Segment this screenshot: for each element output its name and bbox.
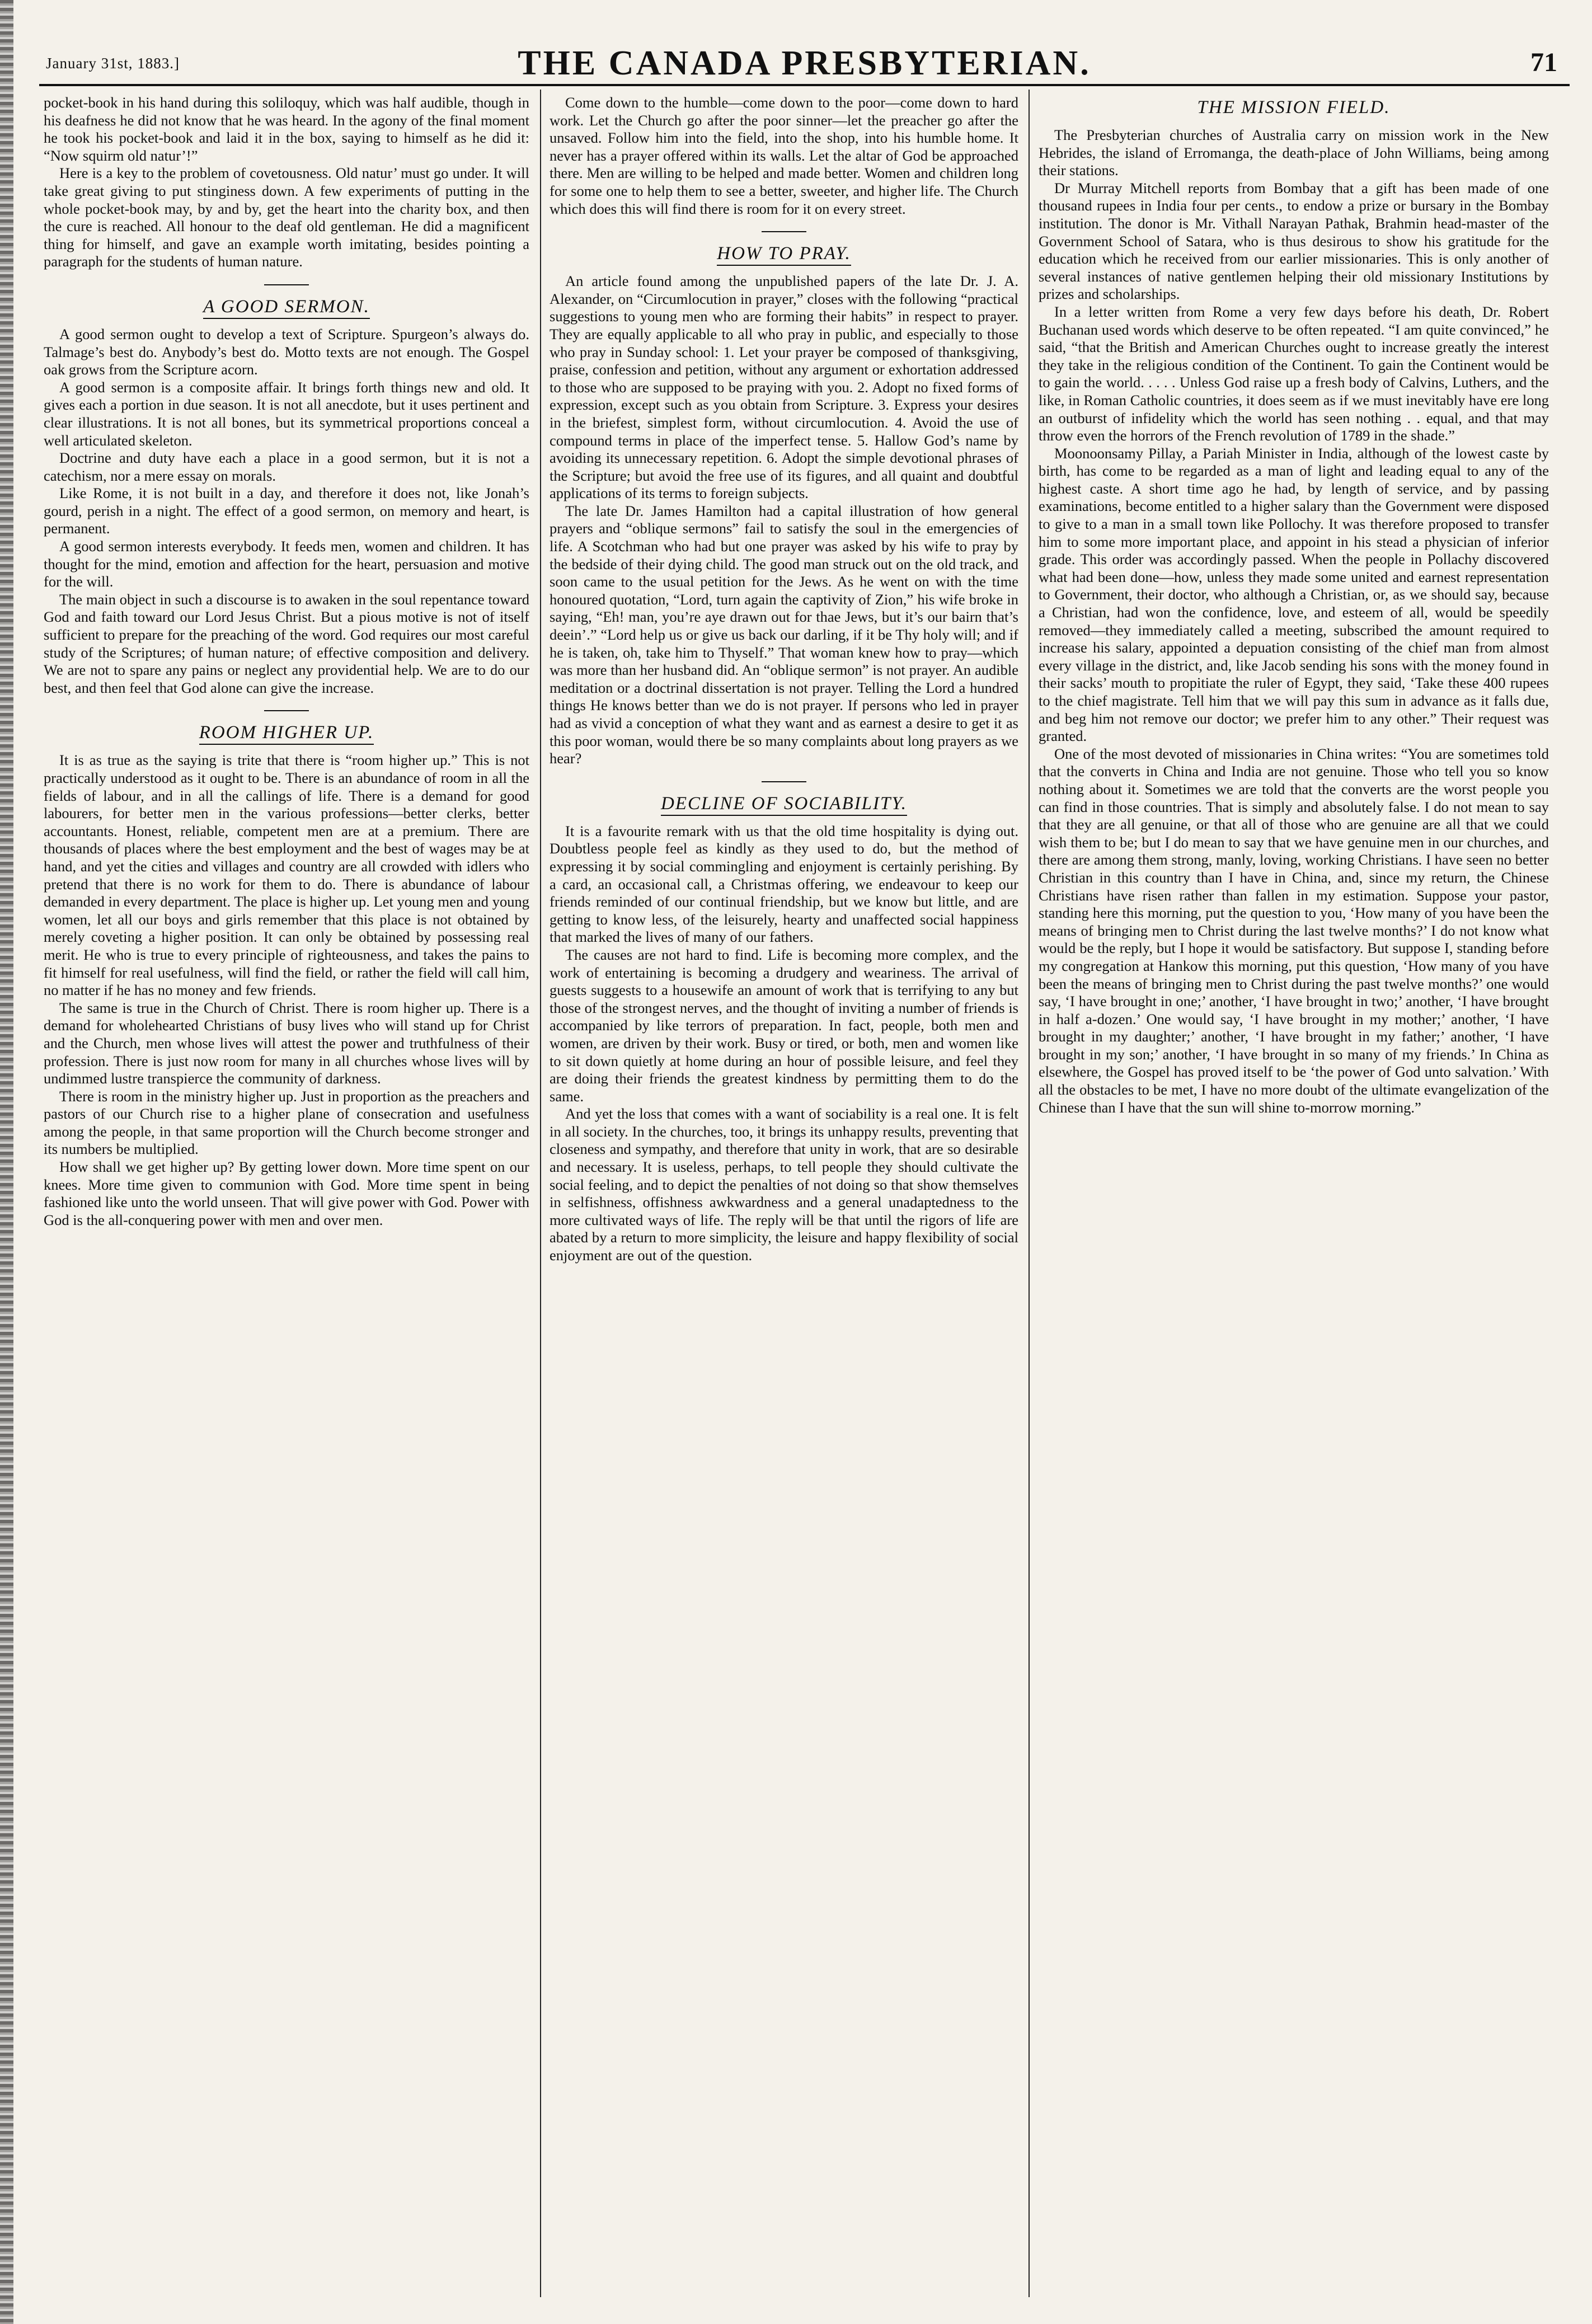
section-heading (550, 792, 1018, 815)
paragraph: Come down to the humble—come down to the poor—come down to hard work. Let the Church go after the poor sinner—let the preacher go after the unsaved. Follow him into the field, into the shop, into his humble home. It never has a prayer offered within its walls. Let the altar of God be approached there. Men are willing to be helped and made better. Women and children long for some one to help them to see a better, sweeter, and higher life. The Church which does this will find there is room for it on every street. (550, 94, 1018, 217)
column-2 (550, 94, 1018, 2290)
section-separator (762, 781, 806, 782)
paragraph: The late Dr. James Hamilton had a capital illustration of how general prayers and “oblique sermons” fail to satisfy the soul in the emergencies of life. A Scotchman who had but one prayer was asked by his wife to pray by the bedside of their dying child. The good man struck out on the old track, and soon came to the usual petition for the Jews. As he went on with the time honoured quotation, “Lord, turn again the captivity of Zion,” his wife broke in saying, “Eh! man, you’re aye drawn out for thae Jews, but it’s our bairn that’s deein’.” “Lord help us or give us back our darling, if it be Thy holy will; and if he is taken, oh, take him to Thyself.” That woman knew how to pray—which was more than her husband did. An “oblique sermon” is not prayer. An audible meditation or a doctrinal dissertation is not prayer. Telling the Lord a hundred things He knows better than we do is not prayer. If persons who led in prayer had as vivid a conception of what they want and as earnest a desire to get it as this poor woman, would there be so many complaints about long prayers as we hear? (550, 502, 1018, 767)
paragraph: Moonoonsamy Pillay, a Pariah Minister in India, although of the lowest caste by birth, has come to be regarded as a man of light and leading equal to any of the highest caste. A short time ago he had, by length of service, and by passing examinations, become entitled to a higher salary than the Government were disposed to give to a man in a small town like Pollochy. It was therefore proposed to transfer him to some more important place, and appoint in his stead a physician of inferior grade. This order was accordingly passed. When the people in Pollachy discovered what had been done—how, unless they made some united and earnest representation to Government, their doctor, who although a Christian, or, as we should say, because a Christian, had won the confidence, love, and esteem of all, would be speedily removed—they immediately called a meeting, subscribed the amount required to increase his salary, appointed a depuation consisting of the chief man from almost every village in the district, and, like Jacob sending his sons with the money found in their sacks’ mouth to propitiate the ruler of Egypt, they said, ‘Take these 400 rupees to the chief magistrate. Tell him that we will pay this sum in advance as it falls due, and beg him not remove our doctor; we prefer him to any other.” Their request was granted. (1039, 444, 1549, 745)
section-separator (264, 284, 309, 285)
paragraph: It is a favourite remark with us that the old time hospitality is dying out. Doubtless people feel as kindly as they used to do, but the method of expressing it by social commingling and enjoyment is certainly perishing. By a card, an occasional call, a Christmas offering, we endeavour to keep our friends reminded of our continual friendship, but we know but little, and are getting to know less, of the leisurely, hearty and unaffected social happiness that marked the lives of many of our fathers. (550, 822, 1018, 946)
column-divider (540, 90, 541, 2297)
paragraph: An article found among the unpublished papers of the late Dr. J. A. Alexander, on “Circumlocution in prayer,” closes with the following “practical suggestions to young men who are forming their habits” in respect to prayer. They are equally applicable to all who pray in public, and especially to those who pray in Sunday school: 1. Let your prayer be composed of thanksgiving, praise, confession and petition, without any argument or exhortation addressed to those who are supposed to be praying with you. 2. Adopt no fixed forms of expression, except such as you obtain from Scripture. 3. Express your desires in the briefest, simplest form, without circumlocution. 4. Avoid the use of compound terms in place of the imperfect tense. 5. Hallow God’s name by avoiding its unnecessary repetition. 6. Adopt the simple devotional phrases of the Scripture; but avoid the free use of its figures, and all quaint and doubtful applications of its terms to foreign subjects. (550, 273, 1018, 502)
paragraph: Here is a key to the problem of covetousness. Old natur’ must go under. It will take great giving to put stinginess down. A few experiments of putting in the whole pocket-book may, by and by, get the heart into the charity box, and then the cure is reached. All honour to the deaf old gentleman. He did a magnificent thing for himself, and gave an example worth imitating, besides pointing a paragraph for the students of human nature. (44, 165, 529, 270)
page-binding-edge (0, 0, 13, 2324)
paragraph: It is as true as the saying is trite that there is “room higher up.” This is not practically understood as it ought to be. There is an abundance of room in all the fields of labour, and in all the callings of life. There is a demand for good labourers, for better men in the various professions—better clerks, better accountants. Honest, reliable, competent men are at a premium. There are thousands of places where the best employment and the best of wages may be at hand, and yet the cities and villages and country are all crowded with idlers who pretend that there is no work for them to do. There is abundance of labour demanded in every department. The place is higher up. Let young men and young women, let all our boys and girls remember that this place is not obtained by merely coveting a higher position. It can only be obtained by possessing real merit. He who is true to every principle of righteousness, and takes the pains to fit himself for real usefulness, will find the field, or rather the field will call him, no matter if he has no money and few friends. (44, 752, 529, 999)
newspaper-title: THE CANADA PRESBYTERIAN. (518, 44, 1091, 82)
section-heading (44, 295, 529, 318)
section-heading-text: ROOM HIGHER UP. (199, 722, 374, 745)
section-separator (762, 231, 806, 232)
paragraph: A good sermon ought to develop a text of Scripture. Spurgeon’s always do. Talmage’s best do. Anybody’s best do. Motto texts are not enough. The Gospel oak grows from the Scripture acorn. (44, 325, 529, 378)
paragraph: And yet the loss that comes with a want of sociability is a real one. It is felt in all society. In the churches, too, it brings its unhappy results, preventing that closeness and sympathy, and therefore that unity in work, that are so desirable and necessary. It is useless, perhaps, to tell people they should cultivate the social feeling, and to depict the penalties of not doing so that show themselves in selfishness, offishness awkwardness and a general unadaptedness to the more cultivated ways of life. The reply will be that until the rigors of life are abated by a return to more simplicity, the leisure and happy flexibility of social enjoyment are out of the question. (550, 1105, 1018, 1264)
section-heading-text: HOW TO PRAY. (717, 243, 851, 266)
paragraph: The main object in such a discourse is to awaken in the soul repentance toward God and faith toward our Lord Jesus Christ. But a pious motive is not of itself sufficient to prepare for the preaching of the word. God requires our most careful study of the Scriptures; of human nature; of effective composition and delivery. We are not to spare any pains or neglect any providential help. We are to do our best, and then feel that God alone can give the increase. (44, 590, 529, 696)
paragraph: A good sermon is a composite affair. It brings forth things new and old. It gives each a portion in due season. It is not all anecdote, but it uses pertinent and clear illustrations. It is not all bones, but its symmetrical proportions conceal a well articulated skeleton. (44, 378, 529, 449)
paragraph: The Presbyterian churches of Australia carry on mission work in the New Hebrides, the island of Erromanga, the death-place of John Williams, being among their stations. (1039, 126, 1549, 179)
paragraph: A good sermon interests everybody. It feeds men, women and children. It has thought for the mind, emotion and affection for the heart, persuasion and motive for the will. (44, 538, 529, 590)
column-1 (44, 94, 529, 2290)
paragraph: In a letter written from Rome a very few days before his death, Dr. Robert Buchanan used words which deserve to be often repeated. “I am quite convinced,” he said, “that the British and American Churches ought to increase greatly the interest they take in the religious condition of the Continent. To gain the Continent would be to gain the world. . . . . Unless God raise up a fresh body of Calvins, Luthers, and the like, in Roman Catholic countries, it does seem as if we must inevitably have ere long an outburst of infidelity which the world has seen nothing . . equal, and that may throw even the horrors of the French revolution of 1789 in the shade.” (1039, 303, 1549, 444)
paragraph: pocket-book in his hand during this soliloquy, which was half audible, though in his deafness he did not know that he was heard. In the agony of the final moment he took his pocket-book and laid it in the box, saying to himself as he did it: “Now squirm old natur’!” (44, 94, 529, 164)
paragraph: The same is true in the Church of Christ. There is room higher up. There is a demand for wholehearted Christians of busy lives who will stand up for Christ and the Church, men whose lives will attest the power and truthfulness of their profession. There is just now room for many in all churches whose lives will by undimmed lustre transpierce the community of darkness. (44, 999, 529, 1087)
section-heading (44, 721, 529, 744)
section-heading (550, 242, 1018, 265)
paragraph: Doctrine and duty have each a place in a good sermon, but it is not a catechism, nor a mere essay on morals. (44, 449, 529, 484)
column-3 (1039, 94, 1549, 2290)
issue-date: January 31st, 1883.] (46, 55, 180, 72)
paragraph: Dr Murray Mitchell reports from Bombay that a gift has been made of one thousand rupees in India four per cents., to endow a prize or bursary in the Bombay institution. The donor is Mr. Vithall Narayan Pathak, Brahmin head-master of the Government School of Satara, who is thus desirous to show his gratitude for the education which he received from our earlier missionaries. This is only another of several instances of native gentlemen helping their old missionary Institutions by prizes and scholarships. (1039, 179, 1549, 303)
paragraph: Like Rome, it is not built in a day, and therefore it does not, like Jonah’s gourd, perish in a night. The effect of a good sermon, on memory and heart, is permanent. (44, 485, 529, 537)
section-heading (1039, 96, 1549, 119)
page-header (39, 40, 1570, 82)
section-separator (264, 710, 309, 711)
paragraph: There is room in the ministry higher up. Just in proportion as the preachers and pastors of our Church rise to a higher plane of consecration and usefulness among the people, in that same proportion will the Church become stronger and its numbers be multiplied. (44, 1087, 529, 1158)
paragraph: One of the most devoted of missionaries in China writes: “You are sometimes told that the converts in China and India are not genuine. Those who tell you so know nothing about it. Sometimes we are told that the converts are the worst people you can find in those countries. That is simply and absolutely false. I do not mean to say that they are all genuine, or that all of those who are genuine are all that we could wish them to be; but I do mean to say that we have genuine men in our churches, and there are among them strong, manly, loving, working Christians. I have seen no better Christian in this country than I have in China, and, since my return, the Chinese Christians have risen rather than fallen in my estimation. Suppose your pastor, standing here this morning, put the question to you, ‘How many of you have been the means of bringing men to Christ during the last twelve months?’ I do not know what would be the reply, but I hope it would be satisfactory. But suppose I, standing before my congregation at Hankow this morning, put this question, ‘How many of you have been the means of bringing men to Christ during the past twelve months?’ one would say, ‘I have brought in one;’ another, ‘I have brought in two;’ another, ‘I have brought in half a-dozen.’ One would say, ‘I have brought in my mother;’ another, ‘I have brought in my daughter;’ another, ‘I have brought in my father;’ another, ‘I have brought in my son;’ another, ‘I have brought in so many of my friends.’ In China as elsewhere, the Gospel has proved itself to be ‘the power of God unto salvation.’ With all the obstacles to be met, I have no more doubt of the ultimate evangelization of the Chinese than I have that the sun will shine to-morrow morning.” (1039, 745, 1549, 1116)
header-rule (39, 84, 1570, 86)
section-heading-text: THE MISSION FIELD. (1197, 97, 1391, 118)
section-heading-text: DECLINE OF SOCIABILITY. (661, 794, 907, 816)
column-divider (1029, 90, 1030, 2297)
page-number: 71 (1530, 48, 1557, 77)
paragraph: How shall we get higher up? By getting lower down. More time spent on our knees. More time given to communion with God. More time spent in being fashioned like unto the world unseen. That will give power with God. Power with God is the all-conquering power with men and over men. (44, 1158, 529, 1228)
section-heading-text: A GOOD SERMON. (203, 297, 370, 319)
paragraph: The causes are not hard to find. Life is becoming more complex, and the work of entertaining is becoming a drudgery and weariness. The arrival of guests suggests to a housewife an amount of work that is terrifying to any but those of the strongest nerves, and the thought of inviting a number of friends is accompanied by like terrors of preparation. In fact, people, both men and women, are driven by their work. Busy or tired, or both, men and women like to sit down quietly at home during an hour of possible leisure, and feel they are doing their friends the greatest kindness by permitting them to do the same. (550, 946, 1018, 1105)
